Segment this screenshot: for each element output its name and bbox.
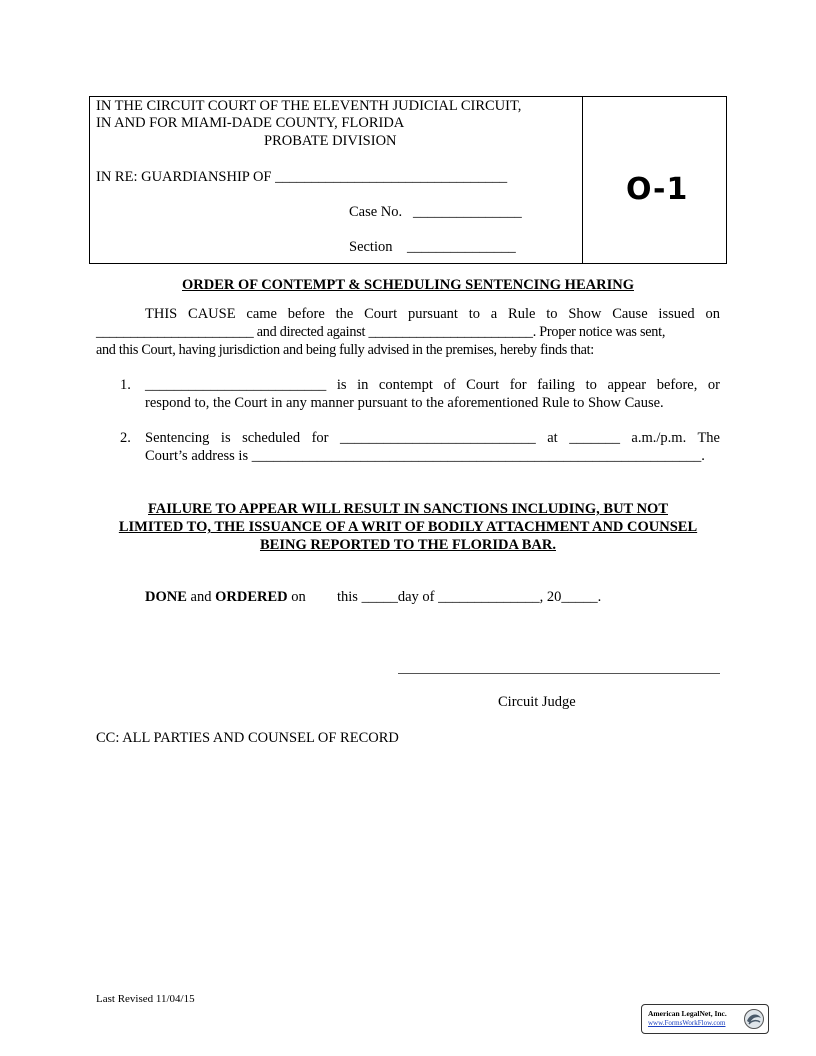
court-line-1: IN THE CIRCUIT COURT OF THE ELEVENTH JUDICIAL CIRCUIT, bbox=[96, 98, 522, 114]
date-blank-line: this _____day of ______________, 20_____. bbox=[337, 589, 602, 605]
signature-line bbox=[398, 673, 720, 674]
logo-url[interactable]: www.FormsWorkFlow.com bbox=[648, 1019, 726, 1027]
item-2-line-2: Court’s address is ______________________________________________________________. bbox=[145, 448, 705, 464]
item-2-line-1: Sentencing is scheduled for ___________________________ at _______ a.m./p.m. The bbox=[145, 430, 720, 446]
item-1-line-1: _________________________ is in contempt of Court for failing to appear before, or bbox=[145, 377, 720, 393]
publisher-logo bbox=[641, 1004, 769, 1034]
warning-line-3: BEING REPORTED TO THE FLORIDA BAR. bbox=[259, 537, 556, 553]
last-revised: Last Revised 11/04/15 bbox=[96, 993, 195, 1005]
intro-line-3: and this Court, having jurisdiction and being fully advised in the premises, hereby finds that: bbox=[96, 342, 594, 358]
division: PROBATE DIVISION bbox=[264, 133, 397, 149]
court-line-2: IN AND FOR MIAMI-DADE COUNTY, FLORIDA bbox=[96, 115, 405, 131]
globe-swirl-icon bbox=[743, 1008, 765, 1030]
on-word: on bbox=[291, 589, 306, 605]
case-number-line: Case No. _______________ bbox=[349, 204, 522, 220]
done-ordered-line bbox=[145, 589, 306, 606]
item-1-line-2: respond to, the Court in any manner pursuant to the aforementioned Rule to Show Cause. bbox=[145, 395, 664, 411]
in-re-line: IN RE: GUARDIANSHIP OF ________________________________ bbox=[96, 169, 508, 185]
caption-divider bbox=[582, 97, 583, 263]
item-1-number: 1. bbox=[120, 377, 131, 393]
warning-line-1: FAILURE TO APPEAR WILL RESULT IN SANCTIONS INCLUDING, BUT NOT bbox=[148, 501, 668, 517]
intro-line-1: THIS CAUSE came before the Court pursuant to a Rule to Show Cause issued on bbox=[145, 306, 720, 322]
section-line: Section _______________ bbox=[349, 239, 516, 255]
warning-line-2: LIMITED TO, THE ISSUANCE OF A WRIT OF BODILY ATTACHMENT AND COUNSEL bbox=[118, 519, 698, 535]
ordered-word: ORDERED bbox=[215, 589, 288, 605]
intro-line-2: _______________________ and directed against ________________________. Proper notice was sent, bbox=[96, 324, 666, 340]
done-word: DONE bbox=[145, 589, 187, 605]
logo-company-name: American LegalNet, Inc. bbox=[648, 1009, 727, 1018]
order-title: ORDER OF CONTEMPT & SCHEDULING SENTENCING HEARING bbox=[182, 277, 634, 293]
cc-line: CC: ALL PARTIES AND COUNSEL OF RECORD bbox=[96, 730, 399, 746]
and-word: and bbox=[190, 589, 212, 605]
signature-label: Circuit Judge bbox=[498, 694, 576, 710]
form-code: O-1 bbox=[626, 172, 689, 207]
item-2-number: 2. bbox=[120, 430, 131, 446]
